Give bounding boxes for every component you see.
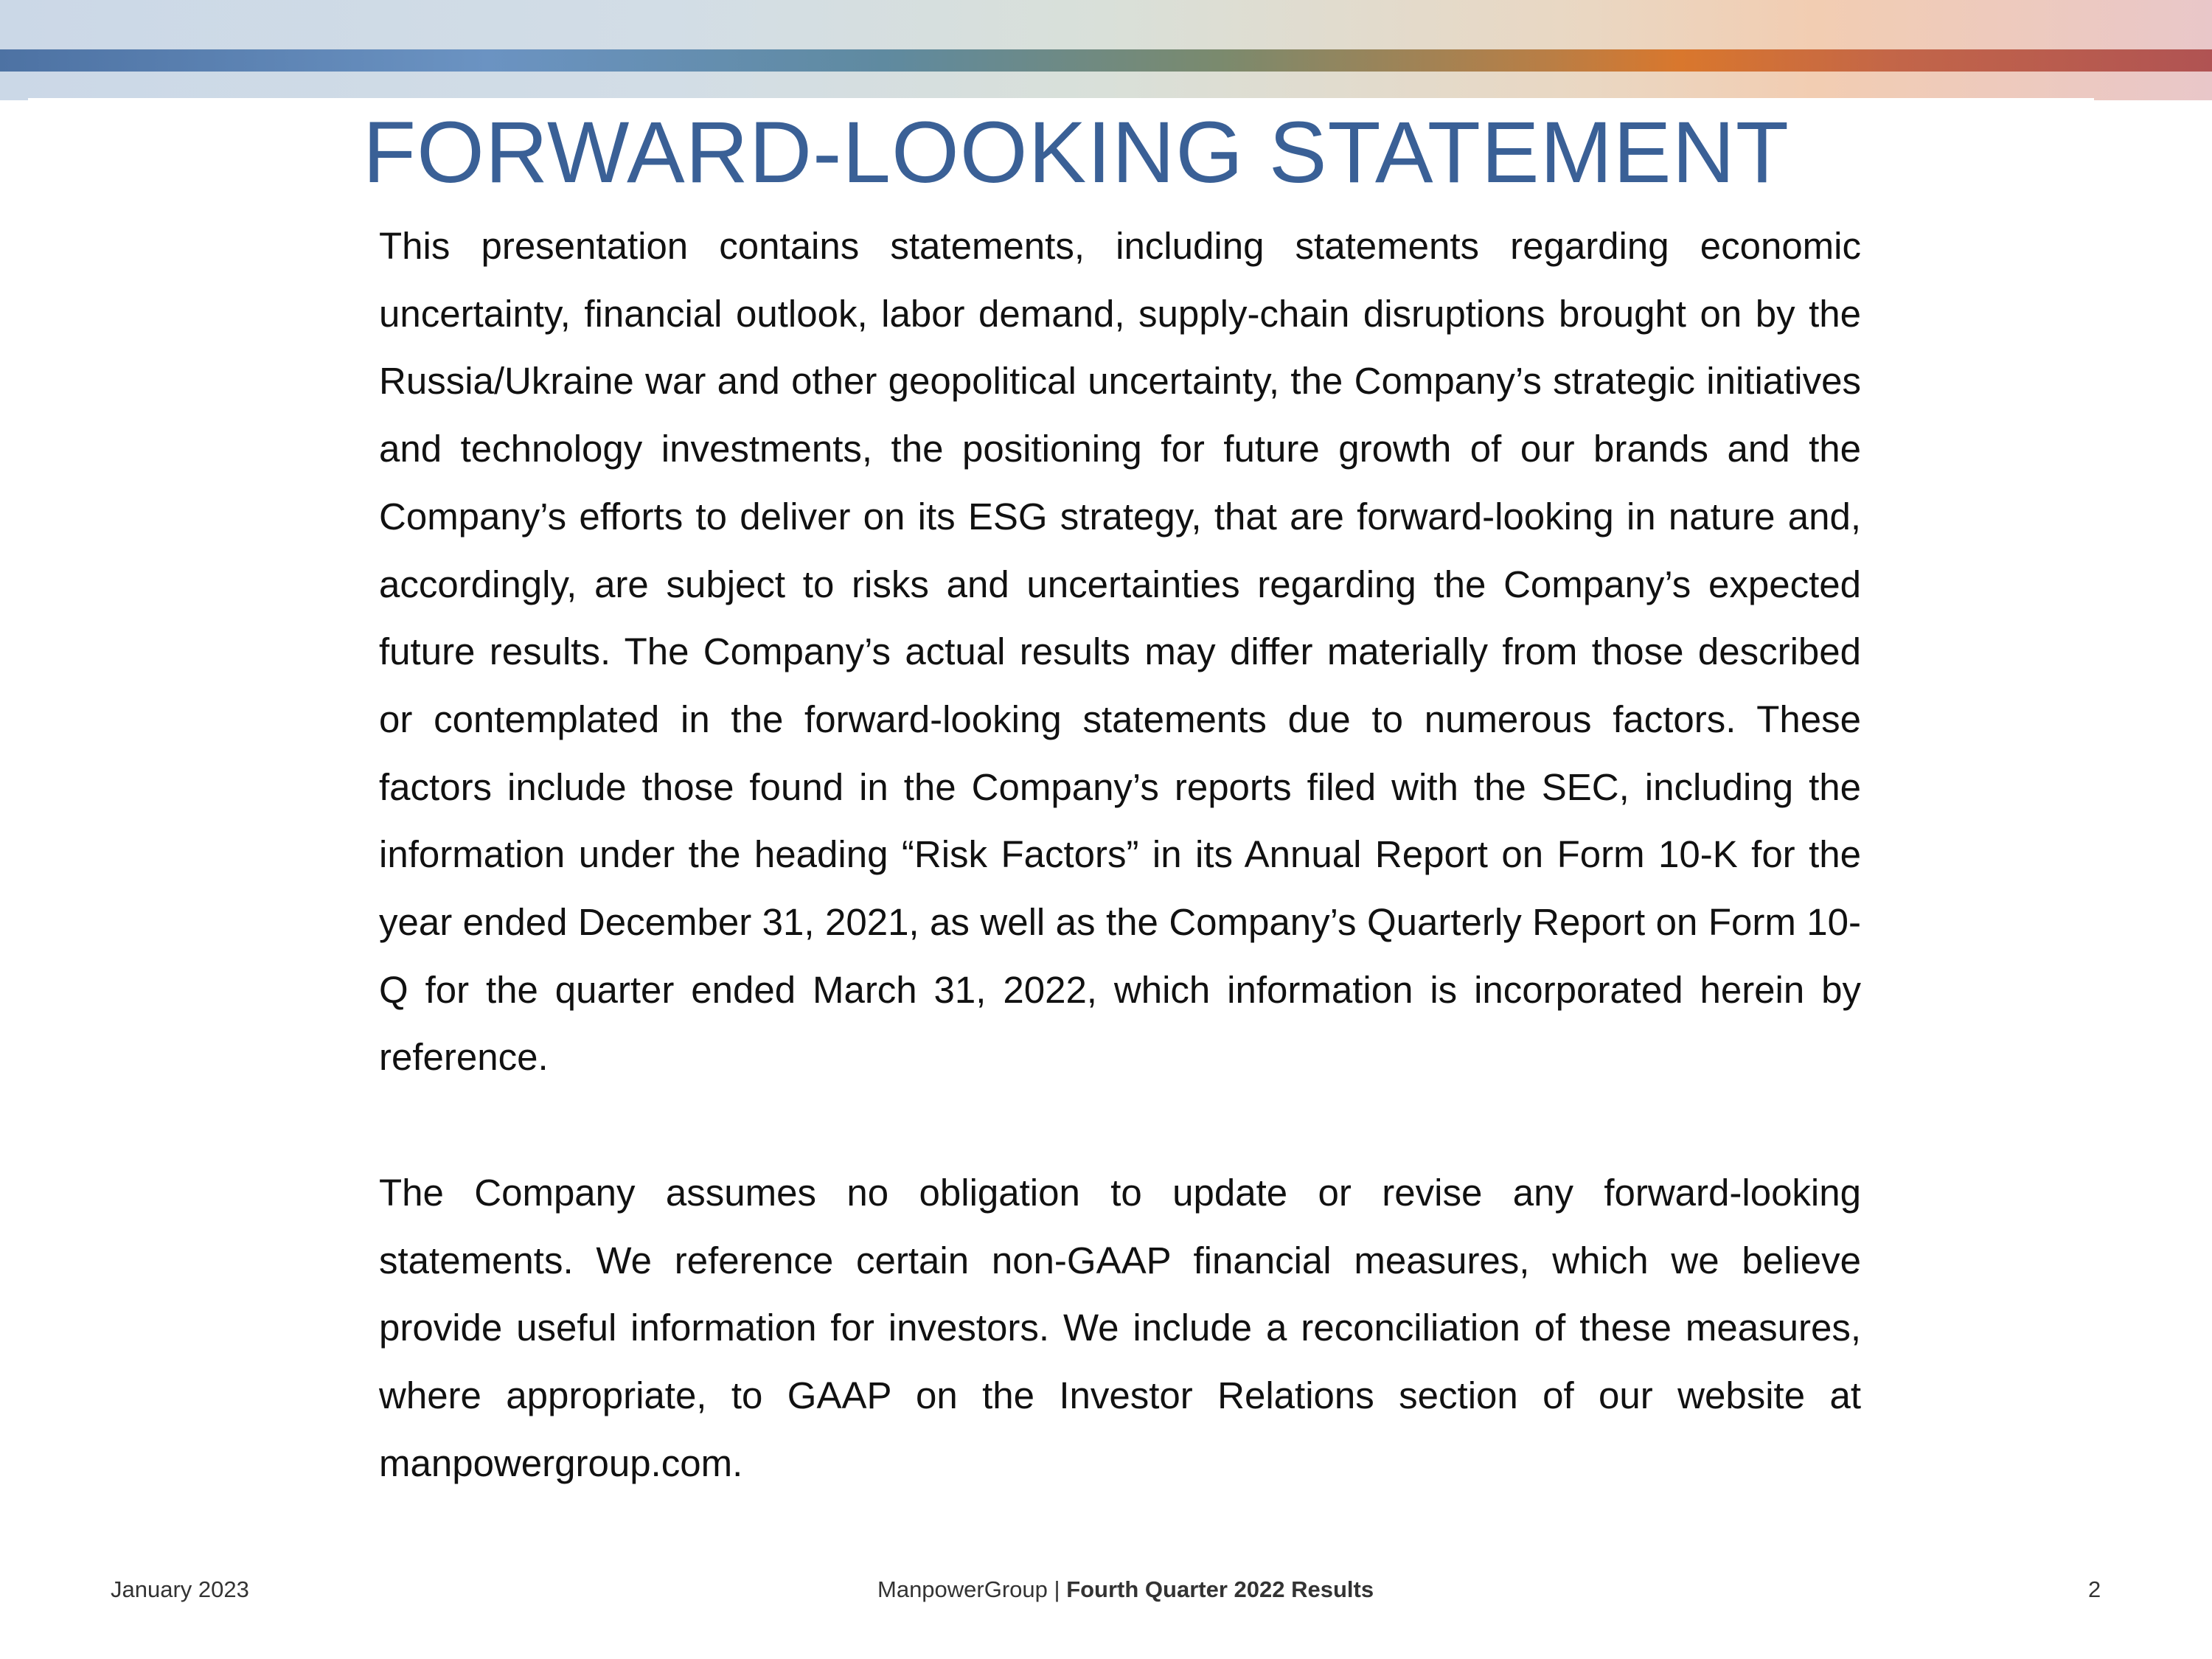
footer-date: January 2023 (111, 1576, 249, 1602)
statement-paragraph-2: The Company assumes no obligation to update or revise any forward-looking statements. We reference certain non-GAAP financial measures, which we believe provide useful information for investors. We include a reconciliation of these measures, where appropriate, to GAAP on the Investor Relations section of our website at manpowergroup.com. (379, 1171, 1861, 1484)
footer-company: ManpowerGroup | (877, 1576, 1067, 1602)
footer-report-name: Fourth Quarter 2022 Results (1066, 1576, 1374, 1602)
footer-title (877, 1576, 1374, 1604)
statement-body (379, 212, 1861, 1497)
slide-title: FORWARD-LOOKING STATEMENT (363, 104, 1790, 201)
page-number: 2 (2088, 1576, 2101, 1602)
statement-paragraph-1: This presentation contains statements, including statements regarding economic uncertainty, financial outlook, labor demand, supply-chain disruptions brought on by the Russia/Ukraine war and other geopolitical uncertainty, the Company’s strategic initiatives and technology investments, the positioning for future growth of our brands and the Company’s efforts to deliver on its ESG strategy, that are forward-looking in nature and, accordingly, are subject to risks and uncertainties regarding the Company’s expected future results. The Company’s actual results may differ materially from those described or contemplated in the forward-looking statements due to numerous factors. These factors include those found in the Company’s reports filed with the SEC, including the information under the heading “Risk Factors” in its Annual Report on Form 10-K for the year ended December 31, 2021, as well as the Company’s Quarterly Report on Form 10-Q for the quarter ended March 31, 2022, which information is incorporated herein by reference. (379, 225, 1861, 1079)
header-color-stripe (0, 49, 2212, 72)
